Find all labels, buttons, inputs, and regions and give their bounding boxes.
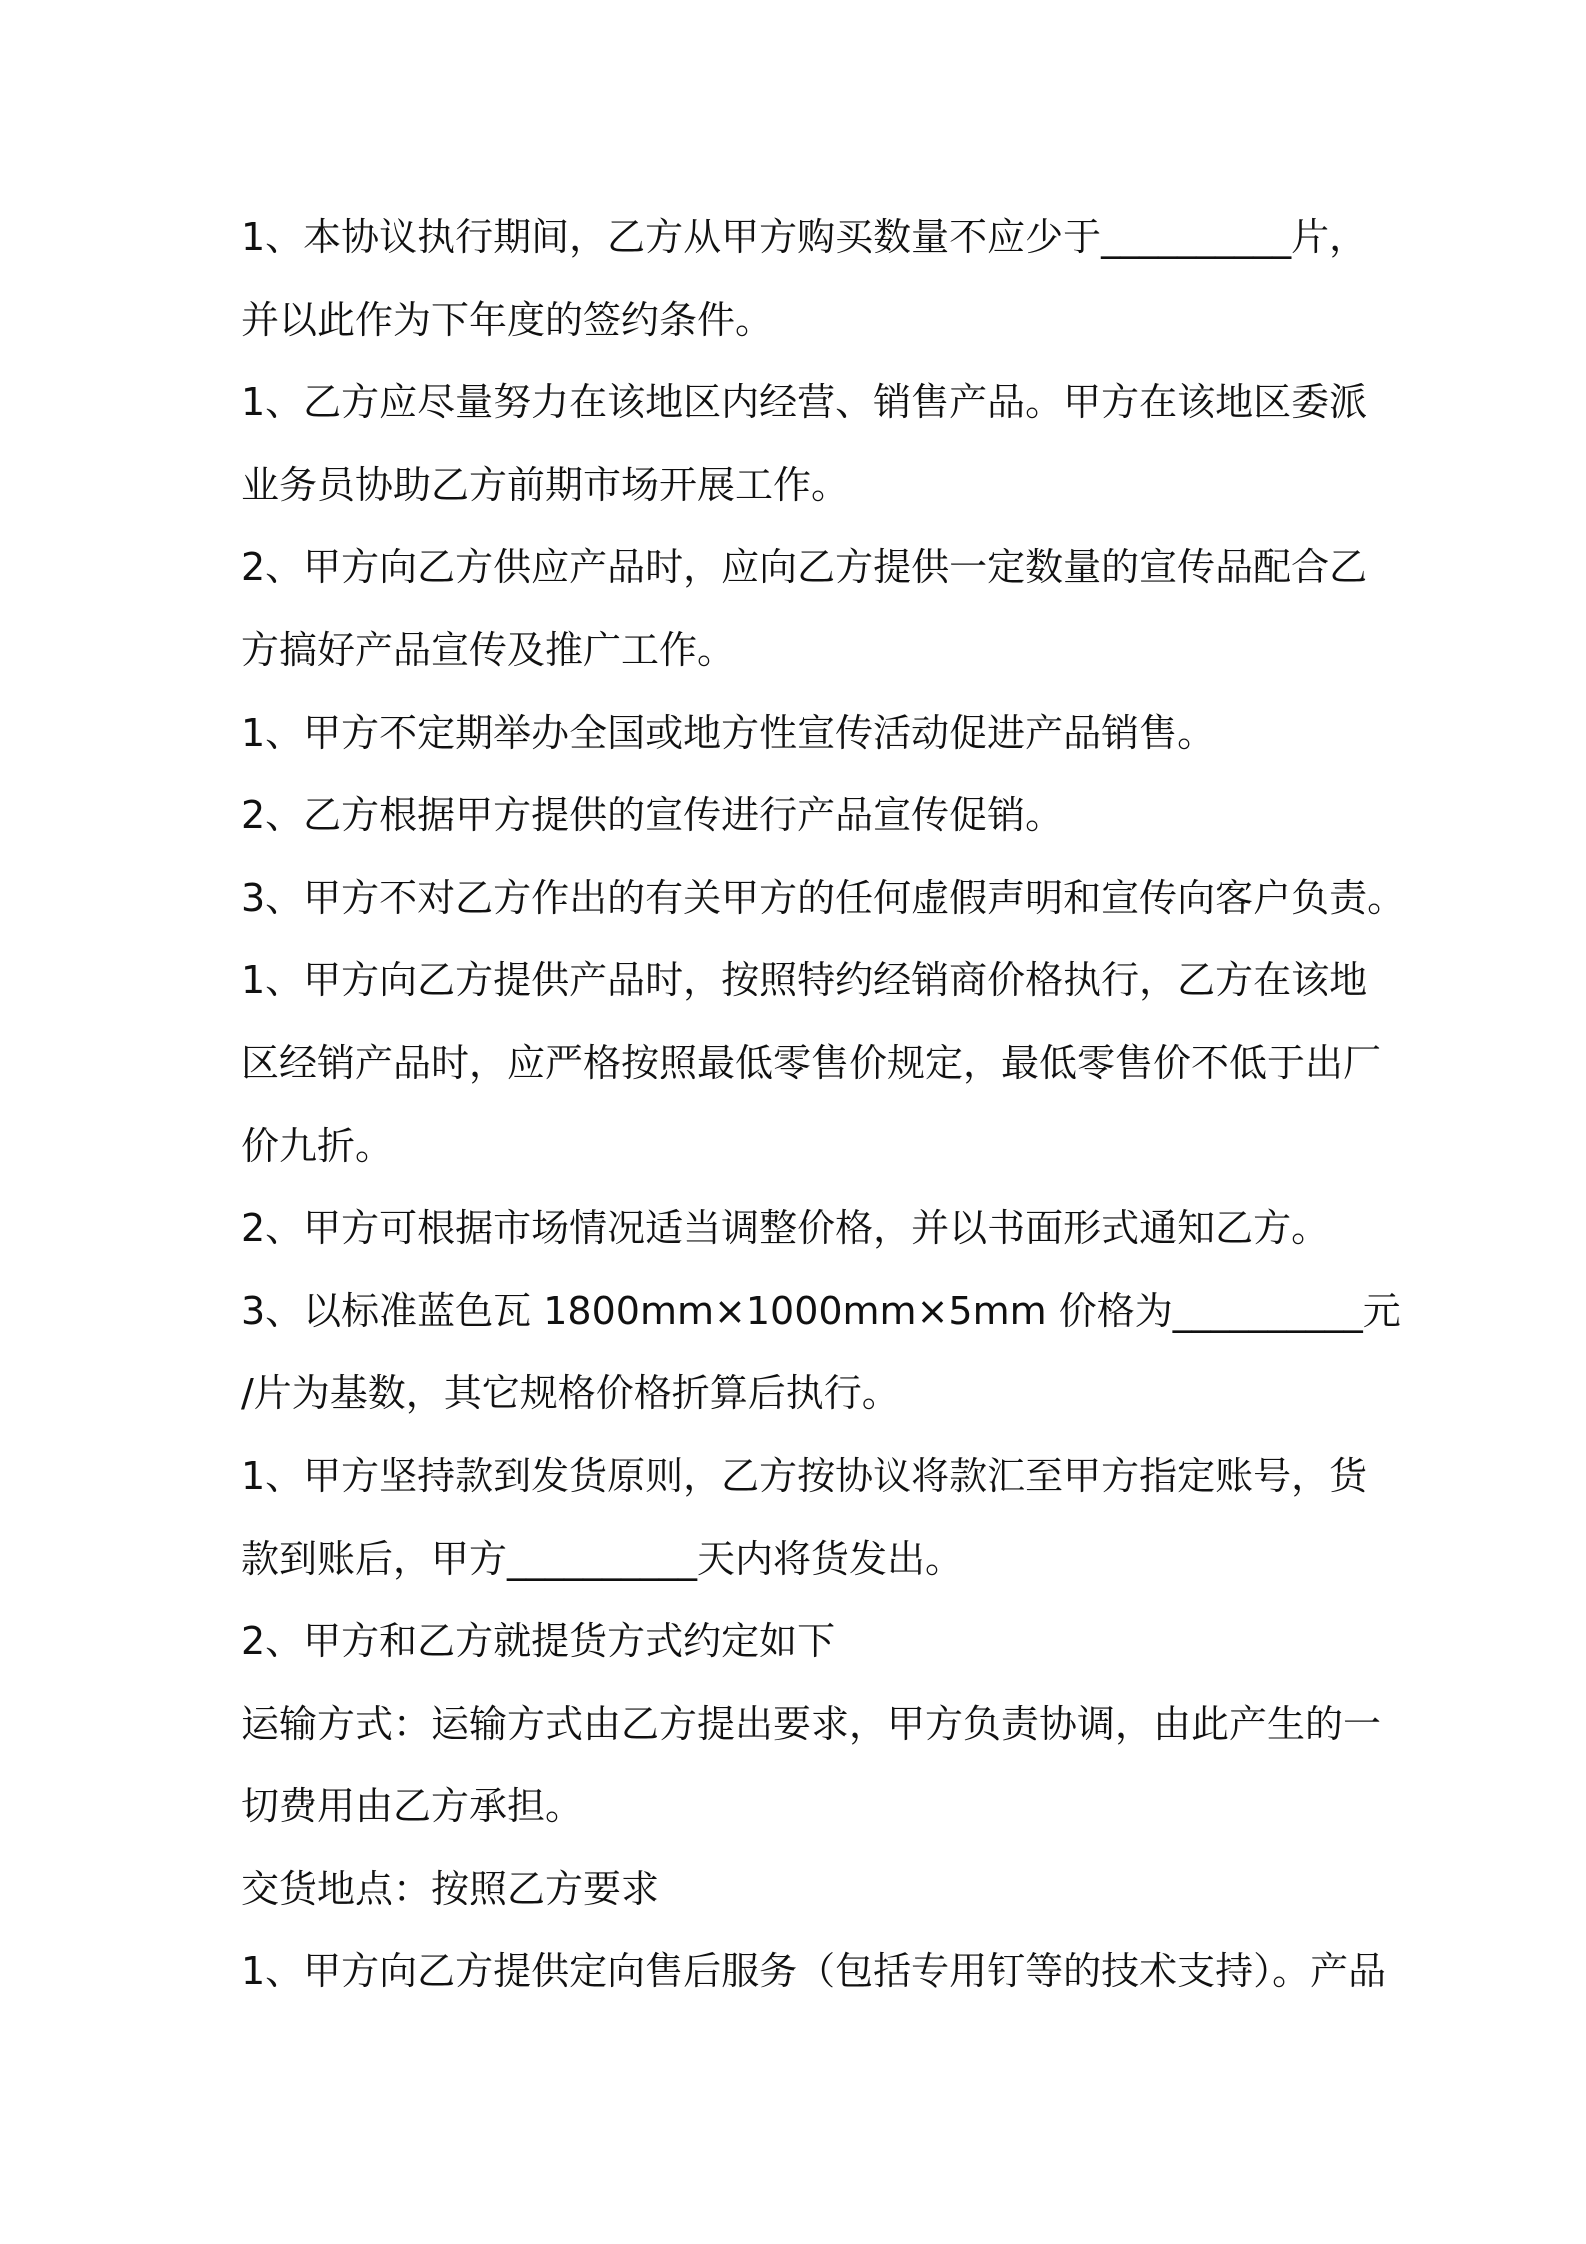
text-line: 2、甲方和乙方就提货方式约定如下 bbox=[241, 1619, 836, 1664]
text-line: /片为基数，其它规格价格折算后执行。 bbox=[241, 1371, 900, 1416]
text-line: 3、以标准蓝色瓦 1800mm×1000mm×5mm 价格为__________元 bbox=[241, 1288, 1401, 1333]
text-line: 区经销产品时，应严格按照最低零售价规定，最低零售价不低于出厂 bbox=[241, 1040, 1382, 1085]
text-line: 1、乙方应尽量努力在该地区内经营、销售产品。甲方在该地区委派 bbox=[241, 380, 1368, 425]
text-line: 1、本协议执行期间，乙方从甲方购买数量不应少于__________片， bbox=[241, 215, 1368, 259]
text-line: 款到账后，甲方__________天内将货发出。 bbox=[241, 1536, 964, 1581]
text-line: 3、甲方不对乙方作出的有关甲方的任何虚假声明和宣传向客户负责。 bbox=[241, 875, 1406, 920]
text-line: 业务员协助乙方前期市场开展工作。 bbox=[241, 462, 850, 507]
text-line: 运输方式：运输方式由乙方提出要求，甲方负责协调，由此产生的一 bbox=[241, 1701, 1382, 1746]
text-line: 1、甲方向乙方提供产品时，按照特约经销商价格执行，乙方在该地 bbox=[241, 958, 1368, 1003]
document-body bbox=[241, 196, 1406, 2013]
text-line: 2、乙方根据甲方提供的宣传进行产品宣传促销。 bbox=[241, 793, 1064, 838]
text-line: 价九折。 bbox=[241, 1123, 394, 1168]
text-line: 方搞好产品宣传及推广工作。 bbox=[241, 627, 736, 672]
text-line: 2、甲方可根据市场情况适当调整价格，并以书面形式通知乙方。 bbox=[241, 1206, 1330, 1251]
text-line: 交货地点：按照乙方要求 bbox=[241, 1866, 660, 1911]
text-line: 2、甲方向乙方供应产品时，应向乙方提供一定数量的宣传品配合乙 bbox=[241, 545, 1368, 590]
text-line: 1、甲方向乙方提供定向售后服务（包括专用钉等的技术支持）。产品 bbox=[241, 1949, 1387, 1994]
text-line: 1、甲方坚持款到发货原则，乙方按协议将款汇至甲方指定账号，货 bbox=[241, 1453, 1368, 1498]
text-line: 切费用由乙方承担。 bbox=[241, 1784, 584, 1829]
text-line: 并以此作为下年度的签约条件。 bbox=[241, 297, 774, 342]
text-line: 1、甲方不定期举办全国或地方性宣传活动促进产品销售。 bbox=[241, 710, 1216, 755]
